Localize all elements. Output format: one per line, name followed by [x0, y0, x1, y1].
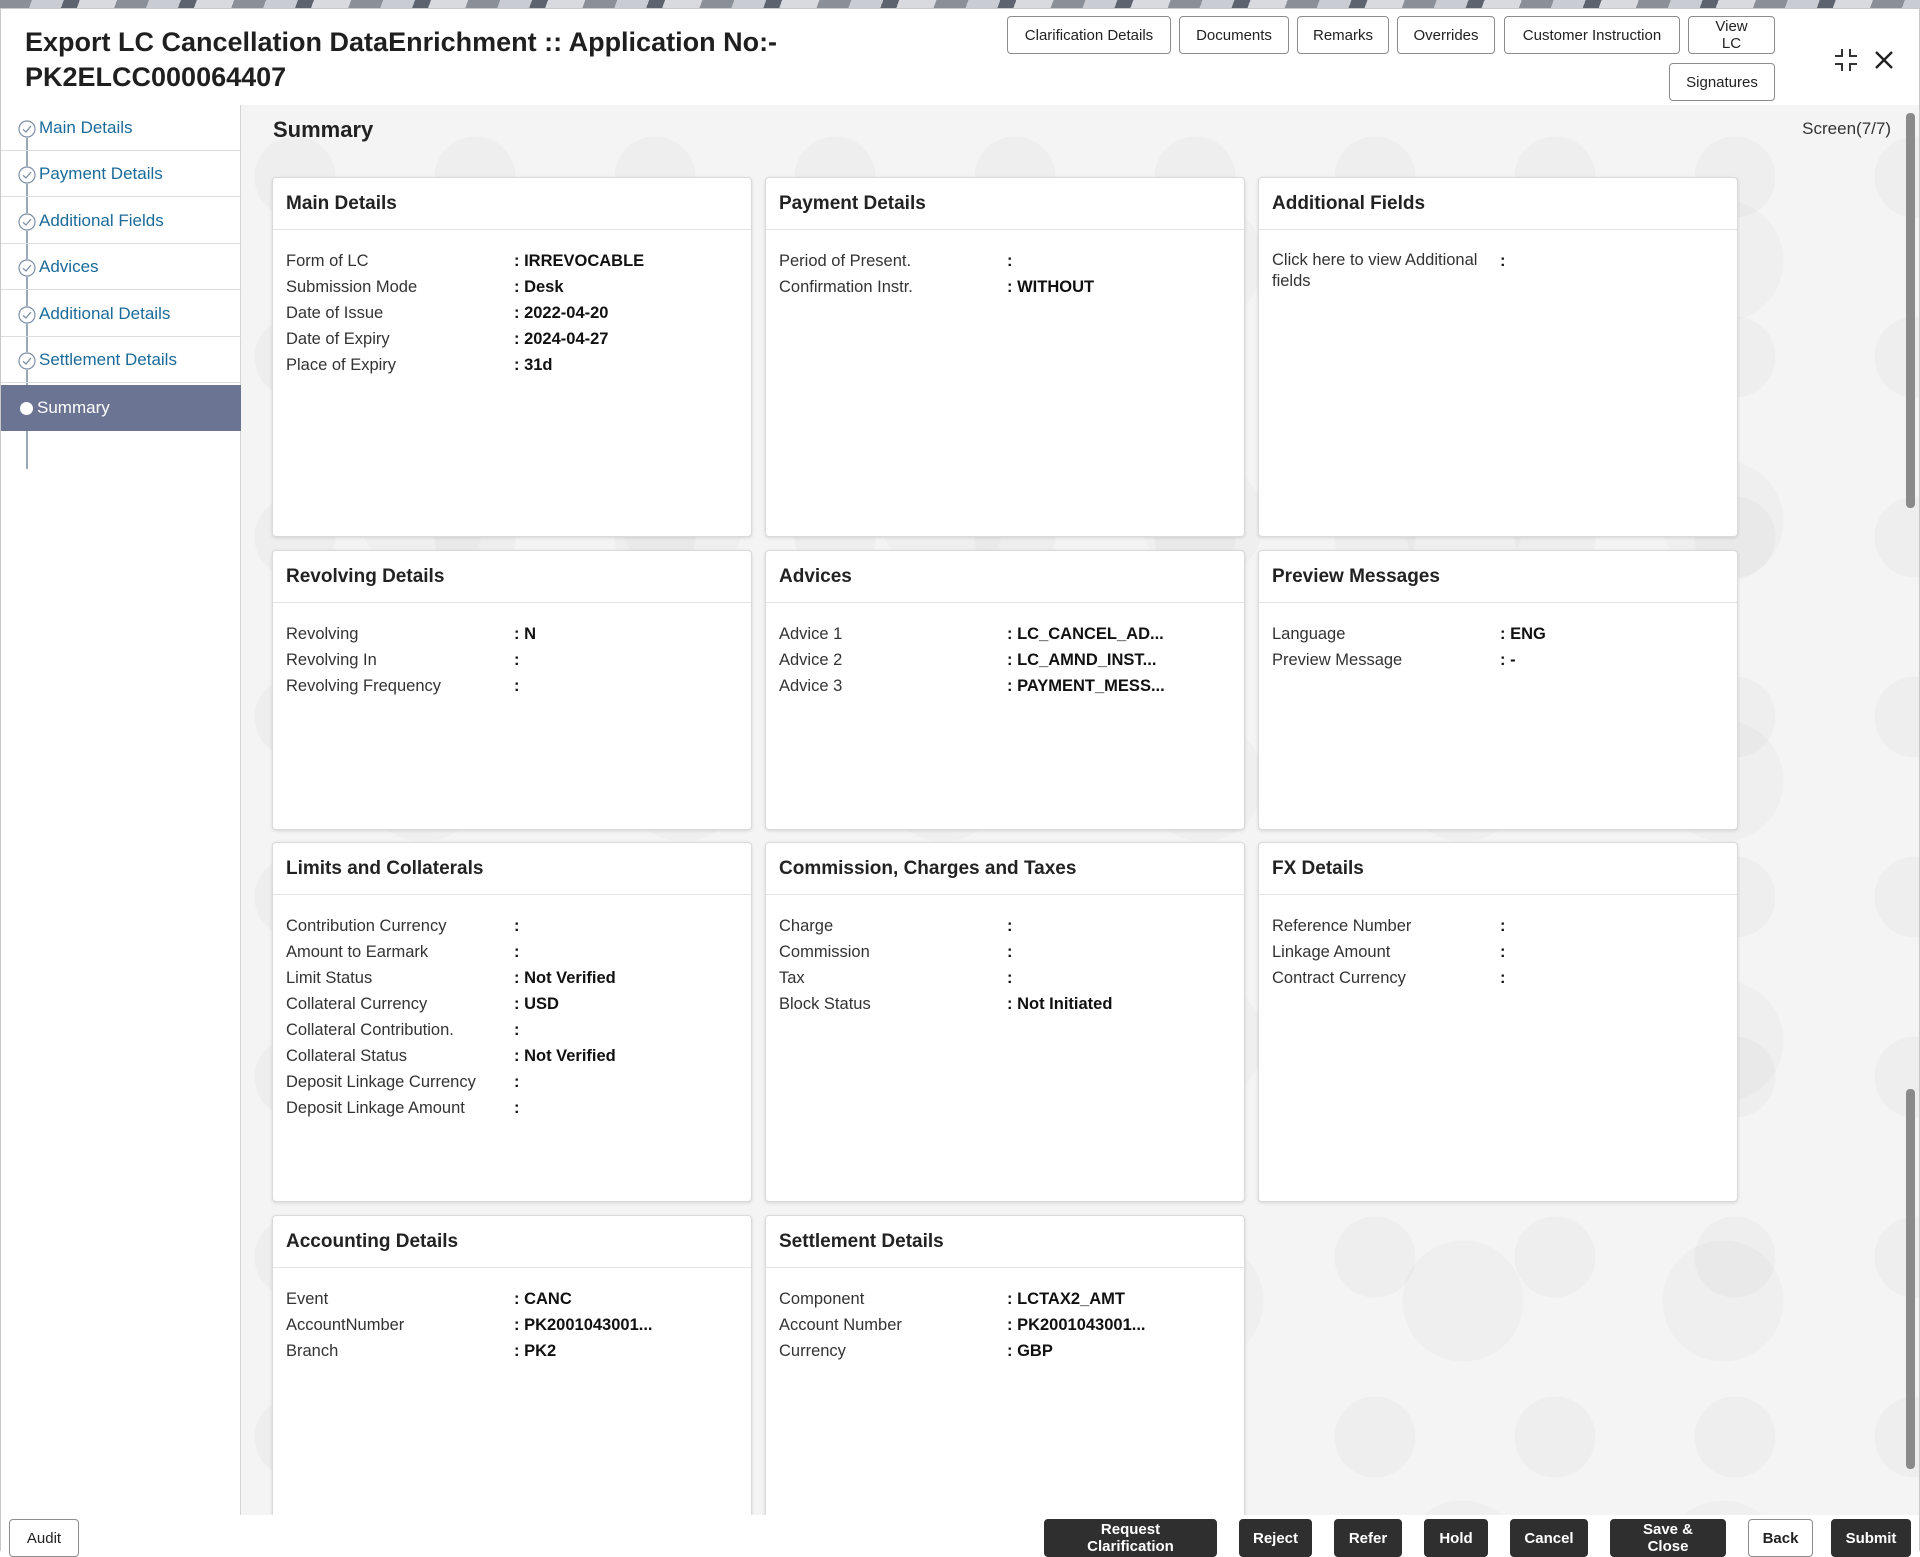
field-row: Confirmation Instr. : WITHOUT	[779, 278, 1095, 296]
field-row: Collateral Currency : USD	[286, 995, 559, 1013]
card-title: FX Details	[1259, 843, 1737, 895]
sidebar-item-label: Payment Details	[39, 163, 163, 183]
refer-button[interactable]: Refer	[1334, 1519, 1402, 1557]
field-row: Revolving : N	[286, 625, 536, 643]
signatures-button[interactable]: Signatures	[1669, 63, 1775, 101]
check-circle-icon	[18, 306, 36, 324]
card-title: Additional Fields	[1259, 178, 1737, 230]
scrollbar-thumb-bottom[interactable]	[1906, 1089, 1915, 1469]
card-title: Accounting Details	[273, 1216, 751, 1268]
field-row: Revolving Frequency :	[286, 677, 520, 695]
request-clarification-button[interactable]: Request Clarification	[1044, 1519, 1217, 1557]
check-circle-icon	[18, 166, 36, 184]
documents-button[interactable]: Documents	[1179, 16, 1289, 54]
card-revolving-details	[272, 550, 752, 830]
field-row: Place of Expiry : 31d	[286, 356, 553, 374]
collapse-icon[interactable]	[1831, 45, 1861, 75]
page-title: Export LC Cancellation DataEnrichment :: Application No:- PK2ELCC000064407	[25, 27, 778, 92]
submit-button[interactable]: Submit	[1831, 1519, 1911, 1557]
field-row: Form of LC : IRREVOCABLE	[286, 252, 645, 270]
field-row: Account Number : PK2001043001...	[779, 1316, 1146, 1334]
card-commission-charges-taxes	[765, 842, 1245, 1202]
field-row: Currency : GBP	[779, 1342, 1053, 1360]
save-close-button[interactable]: Save & Close	[1610, 1519, 1726, 1557]
card-title: Payment Details	[766, 178, 1244, 230]
field-row: Deposit Linkage Amount :	[286, 1099, 520, 1117]
field-row: Reference Number :	[1272, 917, 1506, 935]
remarks-button[interactable]: Remarks	[1297, 16, 1389, 54]
sidebar-item-label: Additional Details	[39, 303, 171, 323]
top-banner-strip	[0, 0, 1920, 8]
field-row: Tax :	[779, 969, 1013, 987]
card-title: Commission, Charges and Taxes	[766, 843, 1244, 895]
main-content	[241, 105, 1919, 1515]
sidebar-item-label: Additional Fields	[39, 210, 164, 230]
field-row[interactable]: Click here to view Additional fields :	[1272, 251, 1506, 290]
field-row: Limit Status : Not Verified	[286, 969, 616, 987]
field-row: Block Status : Not Initiated	[779, 995, 1113, 1013]
card-payment-details	[765, 177, 1245, 537]
clarification-details-button[interactable]: Clarification Details	[1007, 16, 1171, 54]
field-row: Revolving In :	[286, 651, 520, 669]
field-row: Component : LCTAX2_AMT	[779, 1290, 1125, 1308]
card-main-details	[272, 177, 752, 537]
check-circle-icon	[18, 213, 36, 231]
screen-indicator: Screen(7/7)	[1802, 119, 1891, 138]
field-row: AccountNumber : PK2001043001...	[286, 1316, 653, 1334]
card-title: Settlement Details	[766, 1216, 1244, 1268]
field-row: Advice 2 : LC_AMND_INST...	[779, 651, 1157, 669]
card-title: Preview Messages	[1259, 551, 1737, 603]
field-row: Commission :	[779, 943, 1013, 961]
card-title: Revolving Details	[273, 551, 751, 603]
card-accounting-details	[272, 1215, 752, 1515]
card-settlement-details	[765, 1215, 1245, 1515]
card-preview-messages	[1258, 550, 1738, 830]
view-lc-button[interactable]: View LC	[1688, 16, 1775, 54]
field-row: Language : ENG	[1272, 625, 1546, 643]
card-advices	[765, 550, 1245, 830]
card-title: Advices	[766, 551, 1244, 603]
reject-button[interactable]: Reject	[1239, 1519, 1312, 1557]
card-title: Limits and Collaterals	[273, 843, 751, 895]
sidebar-item-additional-fields[interactable]	[1, 198, 241, 244]
field-row: Event : CANC	[286, 1290, 572, 1308]
field-row: Date of Expiry : 2024-04-27	[286, 330, 609, 348]
app-window	[0, 8, 1920, 1555]
close-icon[interactable]	[1869, 45, 1899, 75]
sidebar-item-label: Summary	[37, 398, 110, 417]
card-limits-collaterals	[272, 842, 752, 1202]
header	[1, 9, 1919, 105]
field-row: Linkage Amount :	[1272, 943, 1506, 961]
field-row: Collateral Contribution. :	[286, 1021, 520, 1039]
footer-toolbar	[1, 1515, 1919, 1555]
field-row: Date of Issue : 2022-04-20	[286, 304, 609, 322]
back-button[interactable]: Back	[1748, 1519, 1813, 1557]
sidebar-item-label: Advices	[39, 256, 99, 276]
sidebar-item-label: Settlement Details	[39, 349, 177, 369]
check-circle-icon	[18, 259, 36, 277]
field-row: Preview Message : -	[1272, 651, 1516, 669]
scrollbar-thumb-top[interactable]	[1906, 113, 1915, 508]
sidebar-item-additional-details[interactable]	[1, 291, 241, 337]
sidebar-item-summary[interactable]	[1, 385, 241, 431]
field-row: Contribution Currency :	[286, 917, 520, 935]
overrides-button[interactable]: Overrides	[1397, 16, 1495, 54]
field-row: Deposit Linkage Currency :	[286, 1073, 520, 1091]
field-row: Advice 1 : LC_CANCEL_AD...	[779, 625, 1164, 643]
check-circle-icon	[18, 352, 36, 370]
check-circle-icon	[18, 120, 36, 138]
customer-instruction-button[interactable]: Customer Instruction	[1504, 16, 1680, 54]
active-dot-icon	[20, 402, 33, 415]
sidebar-item-label: Main Details	[39, 117, 133, 137]
section-title: Summary	[273, 117, 374, 142]
sidebar-item-advices[interactable]	[1, 244, 241, 290]
hold-button[interactable]: Hold	[1424, 1519, 1488, 1557]
sidebar-item-payment-details[interactable]	[1, 151, 241, 197]
field-row: Branch : PK2	[286, 1342, 557, 1360]
field-row: Period of Present. :	[779, 252, 1013, 270]
card-fx-details	[1258, 842, 1738, 1202]
sidebar-item-settlement-details[interactable]	[1, 337, 241, 383]
field-row: Charge :	[779, 917, 1013, 935]
sidebar	[1, 105, 241, 1515]
cancel-button[interactable]: Cancel	[1510, 1519, 1588, 1557]
card-title: Main Details	[273, 178, 751, 230]
card-additional-fields	[1258, 177, 1738, 537]
field-row: Collateral Status : Not Verified	[286, 1047, 616, 1065]
field-row: Submission Mode : Desk	[286, 278, 564, 296]
field-row: Contract Currency :	[1272, 969, 1506, 987]
audit-button[interactable]: Audit	[9, 1519, 79, 1557]
field-row: Advice 3 : PAYMENT_MESS...	[779, 677, 1165, 695]
sidebar-item-main-details[interactable]	[1, 105, 241, 151]
field-row: Amount to Earmark :	[286, 943, 520, 961]
